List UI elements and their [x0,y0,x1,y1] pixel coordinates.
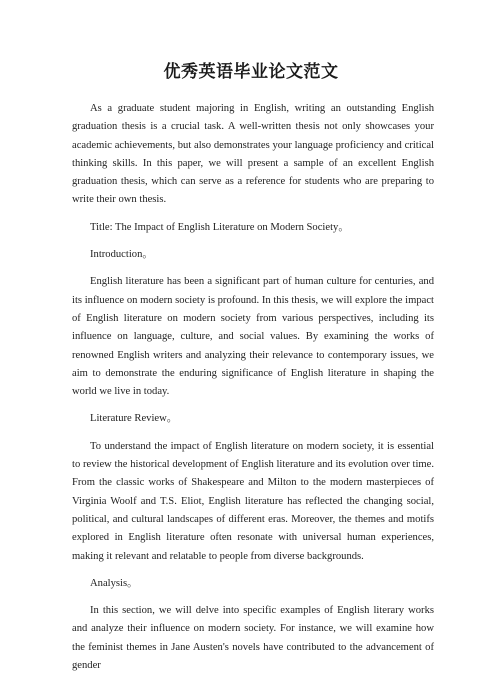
intro-paragraph: As a graduate student majoring in English, writing an outstanding English graduation thesis is a crucial task. A well-written thesis not only showcases your academic achievements, but also demonstrates your language proficiency and critical thinking skills. In this paper, we will present a sample of an excellent English graduation thesis, which can serve as a reference for students who are preparing to write their own thesis. [72,103,434,206]
section-heading-literature-review: Literature Review。 [90,413,178,425]
literature-review-paragraph: To understand the impact of English literature on modern society, it is essential to review the historical development of English literature and its evolution over time. From the classic works of Shakespeare and Milton to the modern masterpieces of Virginia Woolf and T.S. Eliot, English literature has reflected the changing social, political, and cultural landscapes of different eras. Moreover, the themes and motifs explored in English literature often resonate with universal human experiences, making it relevant and relatable to people from diverse backgrounds. [72,440,434,562]
section-heading-introduction: Introduction。 [90,249,153,261]
document-body [72,100,434,684]
introduction-paragraph: English literature has been a significant part of human culture for centuries, and its influence on modern society is profound. In this thesis, we will explore the impact of English literature on modern society from various perspectives, including its influence on language, culture, and social values. By examining the works of renowned English writers and analyzing their relevance to contemporary issues, we aim to demonstrate the enduring significance of English literature in shaping the world we live in today. [72,276,434,398]
document-title: 优秀英语毕业论文范文 [163,62,339,82]
thesis-title-line: Title: The Impact of English Literature on Modern Society。 [90,221,349,233]
section-heading-analysis: Analysis。 [90,577,138,589]
analysis-paragraph: In this section, we will delve into specific examples of English literary works and analyze their influence on modern society. For instance, we will examine how the feminist themes in Jane Austen's novels have contributed to the advancement of gender [72,605,434,672]
